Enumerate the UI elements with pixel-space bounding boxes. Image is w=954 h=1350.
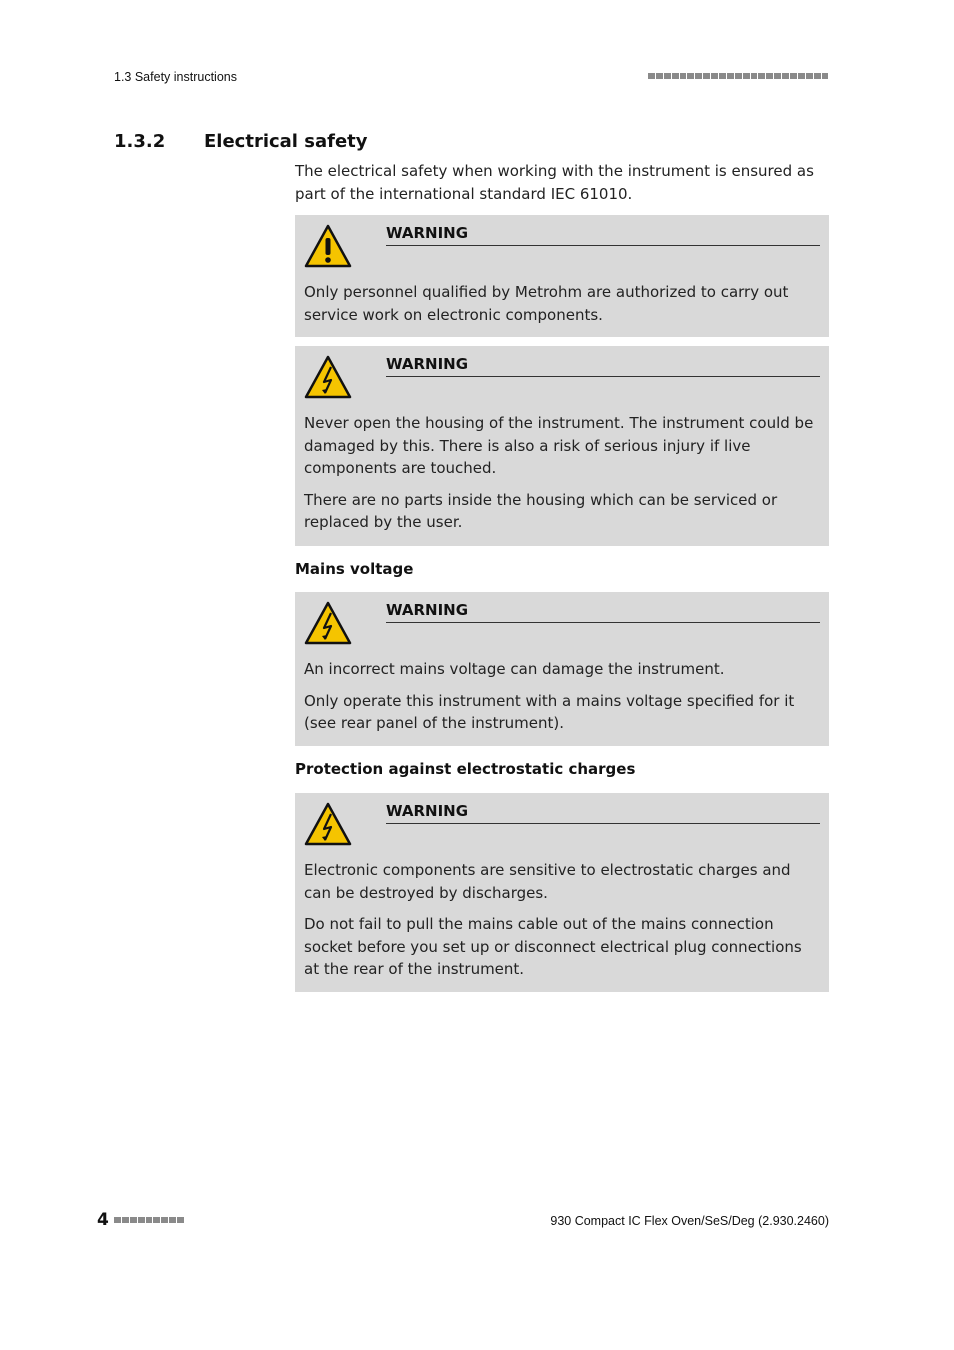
warning-box bbox=[295, 215, 829, 337]
warning-box bbox=[295, 793, 829, 992]
warning-paragraph: Do not fail to pull the mains cable out of the mains connection socket before you set up or disconnect electrical plug connections at the rear of the instrument. bbox=[304, 915, 802, 978]
warning-paragraph: Only operate this instrument with a mains voltage specified for it (see rear panel of the instrument). bbox=[304, 691, 795, 732]
warning-paragraph: Only personnel qualified by Metrohm are authorized to carry out service work on electronic components. bbox=[304, 283, 789, 324]
section-title: Electrical safety bbox=[204, 131, 368, 152]
warning-text bbox=[304, 658, 820, 744]
warning-paragraph: Never open the housing of the instrument. The instrument could be damaged by this. There is also a risk of serious injury if live components are touched. bbox=[304, 414, 814, 477]
warning-text bbox=[304, 412, 820, 543]
subheading-electrostatic: Protection against electrostatic charges bbox=[295, 760, 636, 778]
header-decoration bbox=[648, 73, 828, 79]
general-warning-icon bbox=[304, 224, 352, 268]
section-number: 1.3.2 bbox=[114, 131, 166, 152]
warning-text bbox=[304, 859, 820, 990]
electrical-warning-icon bbox=[304, 355, 352, 399]
warning-title: WARNING bbox=[386, 223, 820, 246]
warning-title: WARNING bbox=[386, 801, 820, 824]
footer-decoration bbox=[114, 1217, 184, 1223]
intro-paragraph: The electrical safety when working with the instrument is ensured as part of the international standard IEC 61010. bbox=[295, 162, 814, 203]
subheading-mains-voltage: Mains voltage bbox=[295, 560, 414, 578]
warning-text bbox=[304, 281, 820, 335]
warning-paragraph: Electronic components are sensitive to electrostatic charges and can be destroyed by discharges. bbox=[304, 861, 791, 902]
warning-paragraph: An incorrect mains voltage can damage the instrument. bbox=[304, 660, 725, 678]
running-header: 1.3 Safety instructions bbox=[114, 70, 237, 84]
warning-title: WARNING bbox=[386, 354, 820, 377]
warning-paragraph: There are no parts inside the housing which can be serviced or replaced by the user. bbox=[304, 490, 778, 531]
warning-title: WARNING bbox=[386, 600, 820, 623]
page-number: 4 bbox=[97, 1210, 109, 1230]
warning-box bbox=[295, 346, 829, 546]
electrical-warning-icon bbox=[304, 601, 352, 645]
electrical-warning-icon bbox=[304, 802, 352, 846]
warning-box bbox=[295, 592, 829, 746]
document-title: 930 Compact IC Flex Oven/SeS/Deg (2.930.2460) bbox=[550, 1214, 829, 1228]
